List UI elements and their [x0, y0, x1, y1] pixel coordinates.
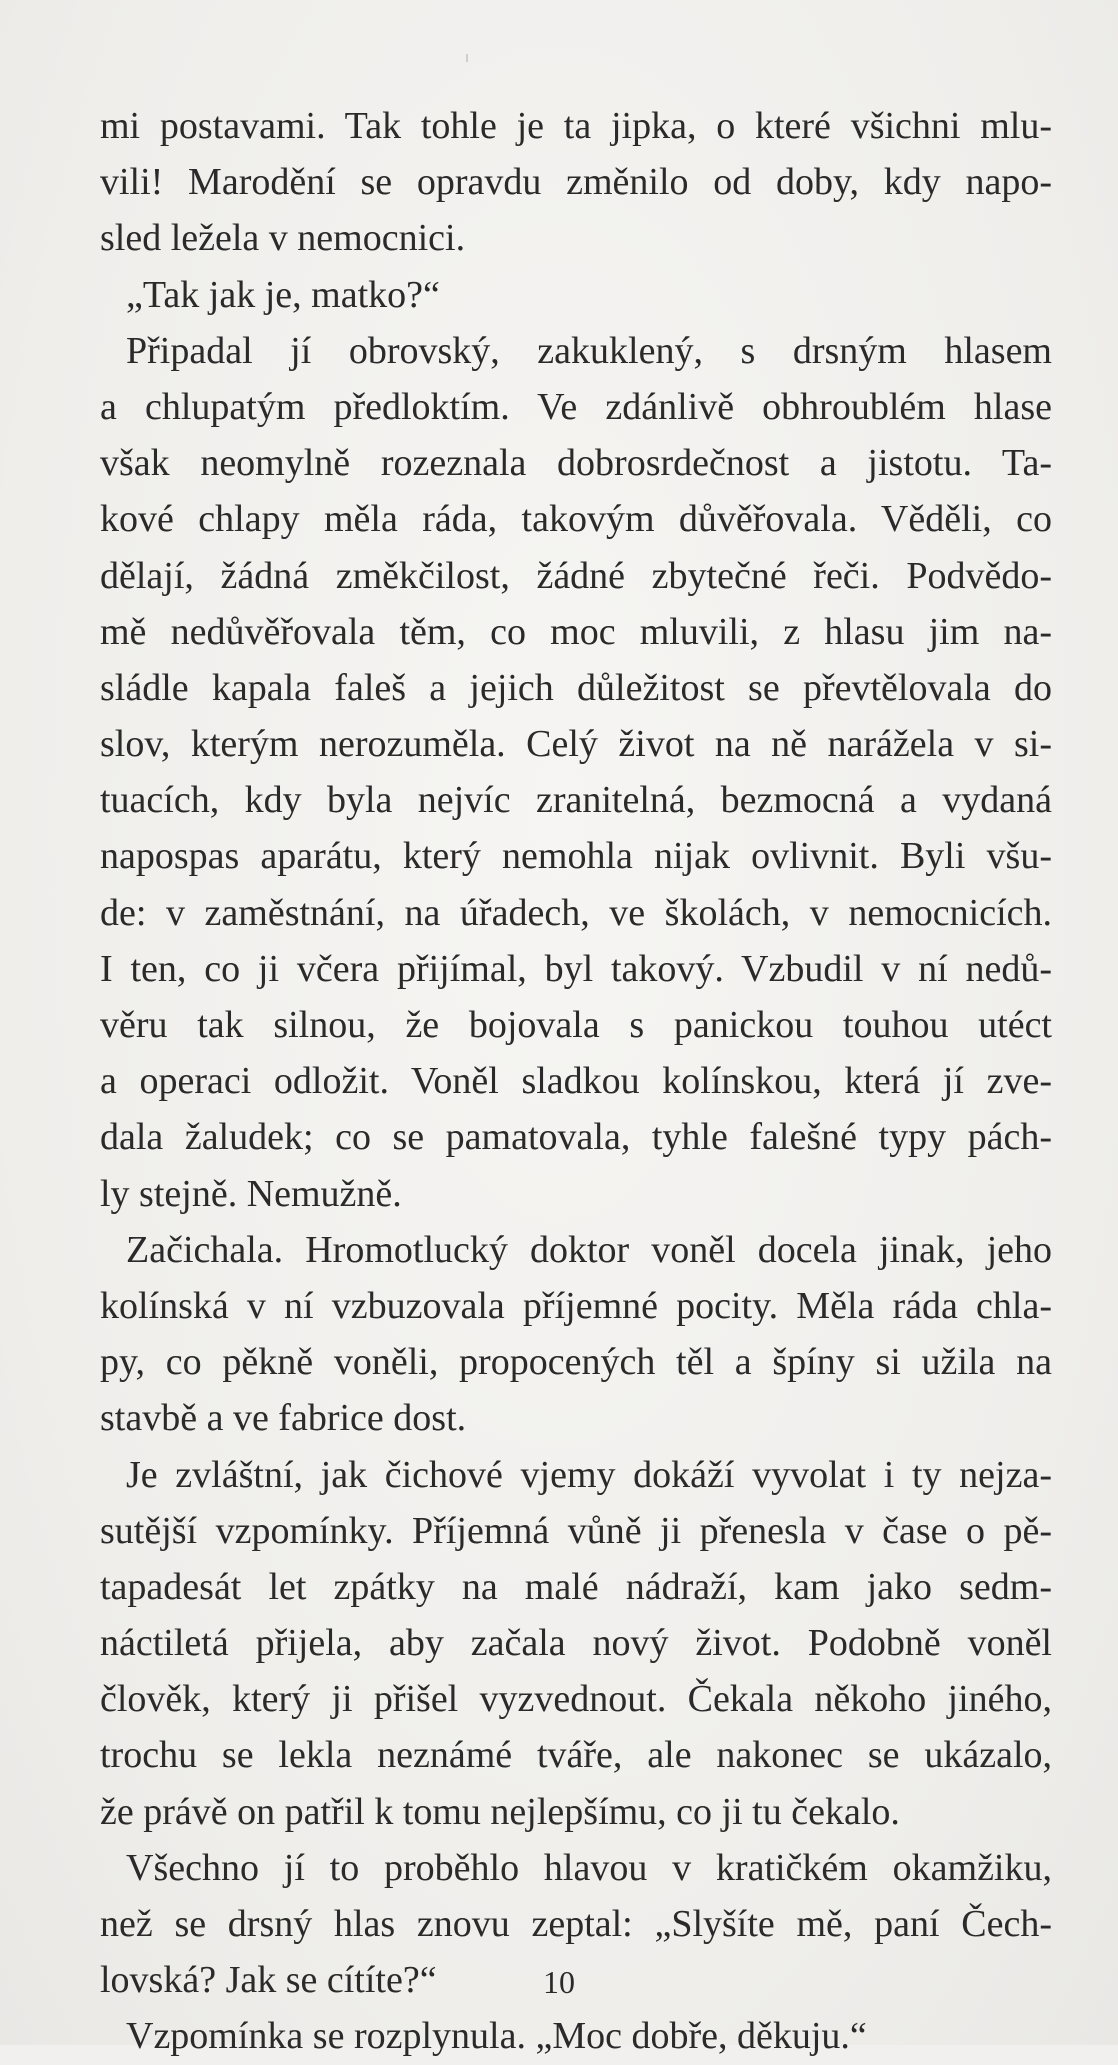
- text-line: kové chlapy měla ráda, takovým důvěřovala. Věděli, co: [100, 498, 1052, 541]
- text-line: py, co pěkně voněli, propocených těl a špíny si užila na: [100, 1341, 1052, 1384]
- text-line: věru tak silnou, že bojovala s panickou touhou utéct: [100, 1004, 1052, 1046]
- text-line: lovská? Jak se cítíte?“: [100, 1959, 437, 2002]
- text-line: dělají, žádná změkčilost, žádné zbytečné řeči. Podvědo-: [100, 554, 1052, 597]
- text-line: de: v zaměstnání, na úřadech, ve školách, v nemocnicích.: [100, 891, 1052, 934]
- text-line: ly stejně. Nemužně.: [100, 1172, 402, 1215]
- text-line: mě nedůvěřovala těm, co moc mluvili, z hlasu jim na-: [100, 610, 1052, 653]
- text-line: náctiletá přijela, aby začala nový život. Podobně voněl: [100, 1622, 1052, 1665]
- text-line: sládle kapala faleš a jejich důležitost se převtělovala do: [100, 666, 1052, 709]
- text-line: Začichala. Hromotlucký doktor voněl docela jinak, jeho: [126, 1228, 1052, 1271]
- text-line: mi postavami. Tak tohle je ta jipka, o které všichni mlu-: [100, 105, 1052, 147]
- text-line: sled ležela v nemocnici.: [100, 217, 466, 260]
- text-line: Vzpomínka se rozplynula. „Moc dobře, děkuju.“: [126, 2015, 867, 2058]
- text-line: vili! Marodění se opravdu změnilo od doby, kdy napo-: [100, 161, 1052, 204]
- text-line: však neomylně rozeznala dobrosrdečnost a jistotu. Ta-: [100, 442, 1052, 485]
- text-line: tuacích, kdy byla nejvíc zranitelná, bezmocná a vydaná: [100, 779, 1052, 822]
- text-line: a chlupatým předloktím. Ve zdánlivě obhroublém hlase: [100, 385, 1052, 428]
- text-line: stavbě a ve fabrice dost.: [100, 1397, 467, 1440]
- text-line: že právě on patřil k tomu nejlepšímu, co ji tu čekalo.: [100, 1790, 900, 1833]
- body-text: [100, 98, 1052, 2065]
- text-line: „Tak jak je, matko?“: [126, 273, 440, 316]
- text-line: napospas aparátu, který nemohla nijak ovlivnit. Byli všu-: [100, 835, 1052, 878]
- text-line: Všechno jí to proběhlo hlavou v kratičkém okamžiku,: [126, 1846, 1052, 1889]
- text-line: sutější vzpomínky. Příjemná vůně ji přenesla v čase o pě-: [100, 1509, 1052, 1552]
- text-line: tapadesát let zpátky na malé nádraží, kam jako sedm-: [100, 1565, 1052, 1608]
- text-line: I ten, co ji včera přijímal, byl takový. Vzbudil v ní nedů-: [100, 947, 1052, 990]
- text-line: trochu se lekla neznámé tváře, ale nakonec se ukázalo,: [100, 1734, 1052, 1777]
- page-number: 10: [543, 1964, 575, 2000]
- text-line: Připadal jí obrovský, zakuklený, s drsným hlasem: [126, 329, 1052, 372]
- text-line: než se drsný hlas znovu zeptal: „Slyšíte mě, paní Čech-: [100, 1903, 1052, 1945]
- text-line: dala žaludek; co se pamatovala, tyhle falešné typy pách-: [100, 1116, 1052, 1159]
- paper-speck: [466, 54, 468, 62]
- text-line: Je zvláštní, jak čichové vjemy dokáží vyvolat i ty nejza-: [126, 1453, 1052, 1496]
- text-line: člověk, který ji přišel vyzvednout. Čekala někoho jiného,: [100, 1678, 1052, 1721]
- text-line: kolínská v ní vzbuzovala příjemné pocity. Měla ráda chla-: [100, 1284, 1052, 1327]
- text-line: slov, kterým nerozuměla. Celý život na ně narážela v si-: [100, 723, 1052, 766]
- text-line: a operaci odložit. Voněl sladkou kolínskou, která jí zve-: [100, 1060, 1052, 1103]
